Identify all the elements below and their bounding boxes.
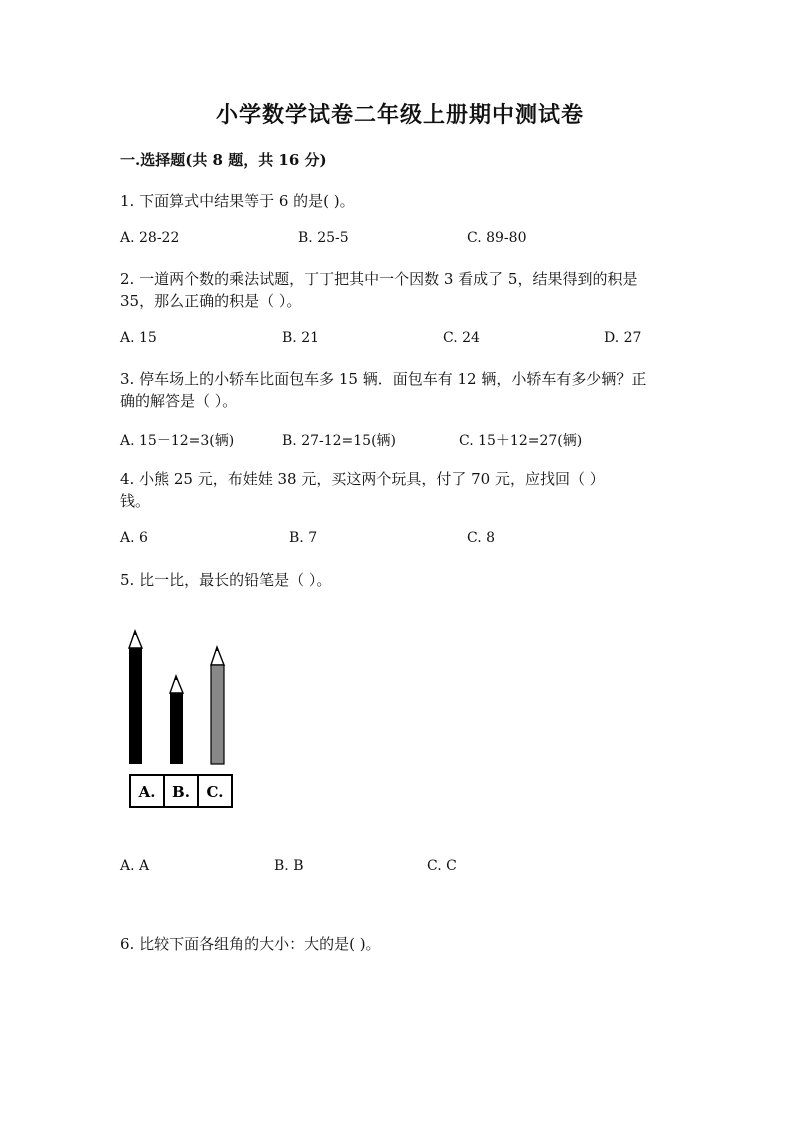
question-3-text-line2: 确的解答是（ ）。 [120,392,238,410]
pencil-c [211,647,224,764]
q5-option-c: C. C [427,858,457,874]
section-heading: 一.选择题(共 8 题，共 16 分) [120,151,327,169]
pencil-b [170,676,183,764]
question-3-text-line1: 3. 停车场上的小轿车比面包车多 15 辆．面包车有 12 辆，小轿车有多少辆？正 [120,370,647,388]
q2-option-c: C. 24 [443,330,480,346]
pencil-a [129,631,142,764]
q2-option-a: A. 15 [120,330,157,346]
q3-option-b: B. 27-12=15(辆) [282,433,397,449]
pencils-figure [118,625,238,819]
q1-option-a: A. 28-22 [120,230,180,246]
q1-option-b: B. 25-5 [298,230,349,246]
q4-option-a: A. 6 [120,530,148,546]
figure-label-c: C. [206,783,224,801]
question-4-text-line1: 4. 小熊 25 元，布娃娃 38 元，买这两个玩具，付了 70 元，应找回（ ） [120,470,605,488]
q4-option-c: C. 8 [467,530,496,546]
q3-option-a: A. 15－12=3(辆) [120,433,235,449]
figure-label-b: B. [172,783,190,801]
question-2-text-line1: 2. 一道两个数的乘法试题，丁丁把其中一个因数 3 看成了 5，结果得到的积是 [120,270,638,288]
question-4-text-line2: 钱。 [120,492,151,510]
q5-option-b: B. B [274,858,304,874]
q1-option-c: C. 89-80 [467,230,527,246]
page-title: 小学数学试卷二年级上册期中测试卷 [215,102,584,128]
q3-option-c: C. 15＋12=27(辆) [459,433,583,449]
q2-option-d: D. 27 [604,330,642,346]
question-2-text-line2: 35，那么正确的积是（ ）。 [120,292,302,310]
q5-option-a: A. A [120,858,150,874]
question-6-text: 6. 比较下面各组角的大小：大的是( )。 [120,935,381,953]
figure-label-a: A. [138,783,156,801]
q2-option-b: B. 21 [282,330,320,346]
q4-option-b: B. 7 [289,530,318,546]
question-1-text: 1. 下面算式中结果等于 6 的是( )。 [120,192,355,210]
question-5-text: 5. 比一比，最长的铅笔是（ ）。 [120,571,332,589]
